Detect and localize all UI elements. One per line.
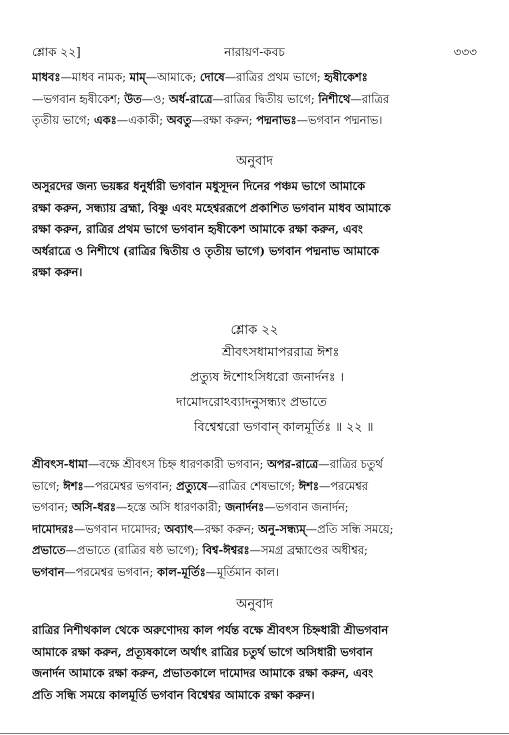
- translation-heading-1: অনুবাদ: [236, 154, 273, 169]
- sanskrit-term: প্রত্যুষে: [176, 478, 208, 493]
- sanskrit-term: শ্রীবৎস-ধামা: [32, 457, 88, 471]
- translation-1: [32, 176, 477, 284]
- sanskrit-term: অনু-সন্ধ্যম্: [258, 521, 306, 536]
- gloss-line: [32, 519, 477, 541]
- gloss-line: [32, 110, 477, 132]
- term-meaning: ভগবান;: [32, 500, 72, 515]
- sanskrit-term: অবতু: [166, 113, 192, 128]
- sanskrit-term: অসি-ধরঃ: [71, 500, 116, 515]
- term-meaning: —ভগবান জনার্দন;: [264, 500, 349, 515]
- translation-2: [32, 620, 477, 706]
- verse-line-3: দামোদরোঽব্যাদনুসন্ধ্যং প্রভাতে: [176, 394, 327, 409]
- term-meaning: —রক্ষা করুন;: [193, 521, 259, 536]
- term-meaning: —একাকী;: [116, 113, 167, 128]
- sanskrit-term: বিশ্ব-ঈশ্বরঃ: [202, 543, 250, 558]
- sanskrit-term: অপর-রাত্রে: [267, 457, 319, 471]
- sanskrit-term: দামোদরঃ: [32, 521, 74, 536]
- term-meaning: ভাগে;: [32, 478, 64, 493]
- sanskrit-term: জনার্দনঃ: [225, 500, 265, 515]
- term-meaning: —রাত্রির শেষভাগে;: [207, 478, 299, 493]
- term-meaning: —মাধব নামক;: [60, 70, 130, 84]
- sanskrit-term: অর্ধ-রাত্রে: [168, 91, 213, 106]
- term-meaning: —পরমেশ্বর ভগবান;: [83, 478, 177, 493]
- gloss-line: [32, 540, 477, 562]
- term-meaning: —প্রভাতে (রাত্রির ষষ্ঠ ভাগে);: [65, 543, 203, 558]
- gloss-line: [32, 497, 477, 519]
- translation-line: রাত্রির নিশীথকাল থেকে অরুণোদয় কাল পর্যন্ত বক্ষে শ্রীবৎস চিহ্নধারী শ্রীভগবান: [32, 623, 389, 637]
- sanskrit-term: ঈশঃ: [63, 478, 84, 493]
- verse-line-1: শ্রীবৎসধামাপররাত্র ঈশঃ: [222, 344, 340, 359]
- sanskrit-term: পদ্মনাভঃ: [256, 113, 297, 128]
- term-meaning: —রাত্রির দ্বিতীয় ভাগে;: [212, 91, 319, 106]
- sanskrit-term: দোষে: [199, 70, 225, 84]
- term-meaning: —হস্তে অসি ধারণকারী;: [115, 500, 226, 515]
- sanskrit-term: নিশীথে: [318, 91, 351, 106]
- term-meaning: —বক্ষে শ্রীবৎস চিহ্ন ধারণকারী ভগবান;: [87, 457, 268, 471]
- running-header: [32, 44, 477, 62]
- term-meaning: —রাত্রির চতুর্থ: [318, 457, 383, 471]
- term-meaning: —ভগবান পদ্মনাভ।: [296, 113, 383, 128]
- term-meaning: —পরমেশ্বর: [318, 478, 369, 493]
- verse-reference: শ্লোক ২২]: [32, 45, 81, 59]
- gloss-line: [32, 67, 477, 89]
- translation-line: জনার্দন আমাকে রক্ষা করুন, প্রভাতকালে দামোদর আমাকে রক্ষা করুন, এবং: [32, 666, 374, 681]
- term-meaning: —পরমেশ্বর ভগবান;: [64, 564, 157, 579]
- sanskrit-term: অব্যাৎ: [164, 521, 194, 536]
- sanskrit-term: একঃ: [93, 113, 117, 128]
- chapter-title: নারায়ণ-কবচ: [224, 45, 285, 59]
- term-meaning: —সমগ্র ব্রহ্মাণ্ডের অধীশ্বর;: [249, 543, 368, 558]
- translation-line: আমাকে রক্ষা করুন, প্রত্যূষকালে অর্থাৎ রাত্রির চতুর্থ ভাগে অসিধারী ভগবান: [32, 644, 373, 659]
- term-meaning: —রাত্রির প্রথম ভাগে;: [224, 70, 325, 84]
- gloss-line: [32, 562, 477, 584]
- term-meaning: —ও;: [141, 91, 169, 106]
- sanskrit-term: উত: [124, 91, 142, 106]
- term-meaning: তৃতীয় ভাগে;: [32, 113, 94, 128]
- sanskrit-term: কাল-মূর্তিঃ: [156, 564, 206, 579]
- term-meaning: —মূর্তিমান কাল।: [205, 564, 280, 579]
- gloss-line: [32, 89, 477, 111]
- term-meaning: —ভগবান দামোদর;: [73, 521, 165, 536]
- translation-line: রক্ষা করুন, সন্ধ্যায় ব্রহ্মা, বিষ্ণু এবং মহেশ্বররূপে প্রকাশিত ভগবান মাধব আমাকে: [32, 200, 391, 215]
- translation-heading-2: অনুবাদ: [236, 597, 273, 612]
- gloss-line: [32, 454, 477, 476]
- page-number: ৩৩৩: [453, 45, 477, 59]
- translation-line: অর্ধরাত্রে ও নিশীথে (রাত্রির দ্বিতীয় ও তৃতীয় ভাগে) ভগবান পদ্মনাভ আমাকে: [32, 243, 379, 258]
- sanskrit-term: মাম্: [129, 70, 146, 84]
- verse-line-4: বিশ্বেশ্বরো ভগবান্ কালমূর্তিঃ ॥ ২২ ॥: [194, 419, 374, 434]
- translation-line: রক্ষা করুন।: [32, 265, 83, 280]
- translation-line: অসুরদের জন্য ভয়ঙ্কর ধনুর্ধারী ভগবান মধুসূদন দিনের পঞ্চম ভাগে আমাকে: [32, 179, 366, 193]
- word-meanings-1: [32, 67, 477, 132]
- term-meaning: —ভগবান হৃষীকেশ;: [32, 91, 125, 106]
- sanskrit-term: হৃষীকেশঃ: [324, 70, 368, 84]
- verse-title: শ্লোক ২২: [230, 323, 279, 338]
- verse-line-2: প্রত্যুষ ঈশোঽসিধরো জনার্দনঃ ।: [190, 369, 344, 384]
- sanskrit-term: ঈশঃ: [298, 478, 319, 493]
- sanskrit-term: প্রভাতে: [32, 543, 66, 558]
- gloss-line: [32, 476, 477, 498]
- bottom-rule: [0, 733, 509, 734]
- term-meaning: —প্রতি সন্ধি সময়ে;: [305, 521, 394, 536]
- sanskrit-term: মাধবঃ: [32, 70, 61, 84]
- word-meanings-2: [32, 454, 477, 584]
- translation-line: রক্ষা করুন, রাত্রির প্রথম ভাগে ভগবান হৃষীকেশ আমাকে রক্ষা করুন, এবং: [32, 222, 363, 237]
- term-meaning: —রাত্রির: [350, 91, 390, 106]
- term-meaning: —রক্ষা করুন;: [191, 113, 257, 128]
- translation-line: প্রতি সন্ধি সময়ে কালমূর্তি ভগবান বিশ্বেশ্বর আমাকে রক্ষা করুন।: [32, 687, 315, 702]
- sanskrit-term: ভগবান: [32, 564, 65, 579]
- term-meaning: —আমাকে;: [145, 70, 200, 84]
